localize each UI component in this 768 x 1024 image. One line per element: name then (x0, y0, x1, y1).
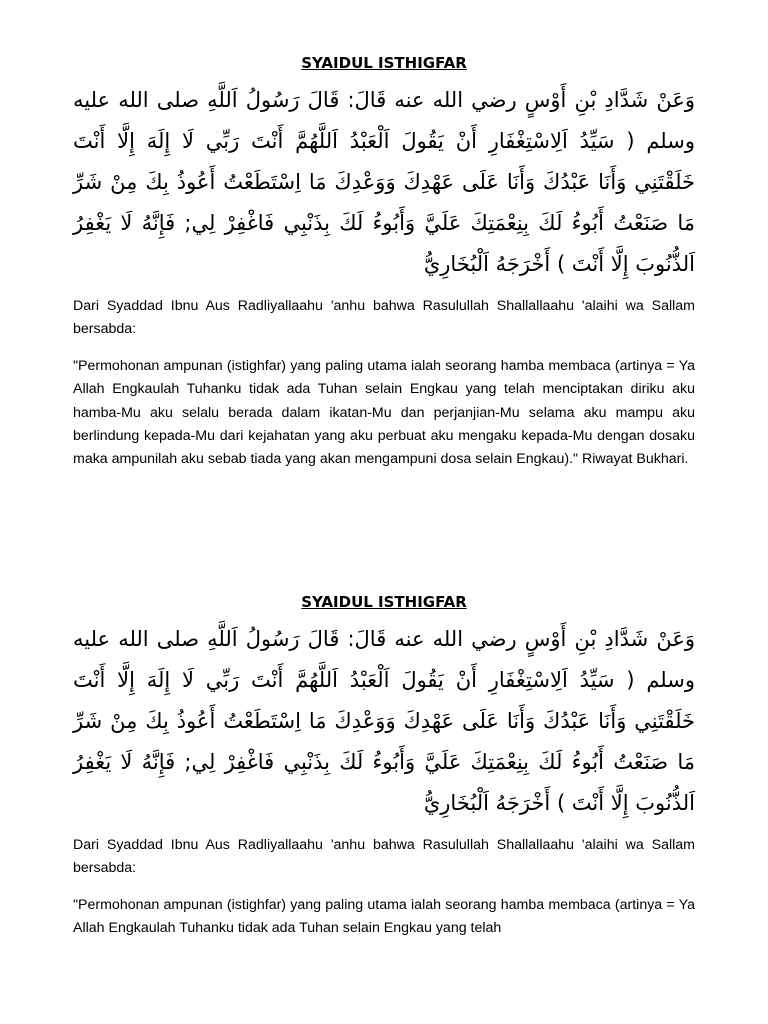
document-section-2 (73, 591, 695, 954)
arabic-hadith-text: وَعَنْ شَدَّادِ بْنِ أَوْسٍ رضي الله عنه قَالَ: قَالَ رَسُولُ اَللَّهِ صلى الله عليه وسلم ( سَيِّدُ اَلِاسْتِغْفَارِ أَنْ يَقُولَ اَلْعَبْدُ اَللَّهُمَّ أَنْتَ رَبِّي لَا إِلَهَ إِلَّا أَنْتَ خَلَقْتَنِي وَأَنَا عَبْدُكَ وَأَنَا عَلَى عَهْدِكَ وَوَعْدِكَ مَا اِسْتَطَعْتُ أَعُوذُ بِكَ مِنْ شَرِّ مَا صَنَعْتُ أَبُوءُ لَكَ بِنِعْمَتِكَ عَلَيَّ وَأَبُوءُ لَكَ بِذَنْبِي فَاغْفِرْ لِي; فَإِنَّهُ لَا يَغْفِرُ اَلذُّنُوبَ إِلَّا أَنْتَ ) أَخْرَجَهُ اَلْبُخَارِيُّ (73, 88, 695, 276)
hadith-translation-text: "Permohonan ampunan (istighfar) yang paling utama ialah seorang hamba membaca (artinya = Ya Allah Engkaulah Tuhanku tidak ada Tuhan selain Engkau yang telah (73, 896, 695, 937)
arabic-hadith-text: وَعَنْ شَدَّادِ بْنِ أَوْسٍ رضي الله عنه قَالَ: قَالَ رَسُولُ اَللَّهِ صلى الله عليه وسلم ( سَيِّدُ اَلِاسْتِغْفَارِ أَنْ يَقُولَ اَلْعَبْدُ اَللَّهُمَّ أَنْتَ رَبِّي لَا إِلَهَ إِلَّا أَنْتَ خَلَقْتَنِي وَأَنَا عَبْدُكَ وَأَنَا عَلَى عَهْدِكَ وَوَعْدِكَ مَا اِسْتَطَعْتُ أَعُوذُ بِكَ مِنْ شَرِّ مَا صَنَعْتُ أَبُوءُ لَكَ بِنِعْمَتِكَ عَلَيَّ وَأَبُوءُ لَكَ بِذَنْبِي فَاغْفِرْ لِي; فَإِنَّهُ لَا يَغْفِرُ اَلذُّنُوبَ إِلَّا أَنْتَ ) أَخْرَجَهُ اَلْبُخَارِيُّ (73, 627, 695, 815)
page-title: SYAIDUL ISTHIGFAR (301, 593, 467, 611)
hadith-intro-text: Dari Syaddad Ibnu Aus Radliyallaahu 'anhu bahwa Rasulullah Shallallaahu 'alaihi wa Sallam bersabda: (73, 837, 695, 877)
hadith-intro-text: Dari Syaddad Ibnu Aus Radliyallaahu 'anhu bahwa Rasulullah Shallallaahu 'alaihi wa Sallam bersabda: (73, 298, 695, 338)
page-title: SYAIDUL ISTHIGFAR (301, 54, 467, 72)
document-section-1 (73, 52, 695, 485)
hadith-translation-text: "Permohonan ampunan (istighfar) yang paling utama ialah seorang hamba membaca (artinya = Ya Allah Engkaulah Tuhanku tidak ada Tuhan selain Engkau yang telah menciptakan diriku aku hamba-Mu aku selalu berada dalam ikatan-Mu dan perjanjian-Mu selama aku mampu aku berlindung kepada-Mu dari kejahatan yang aku perbuat aku mengaku kepada-Mu dengan dosaku maka ampunilah aku sebab tiada yang akan mengampuni dosa selain Engkau)." Riwayat Bukhari. (73, 357, 695, 468)
